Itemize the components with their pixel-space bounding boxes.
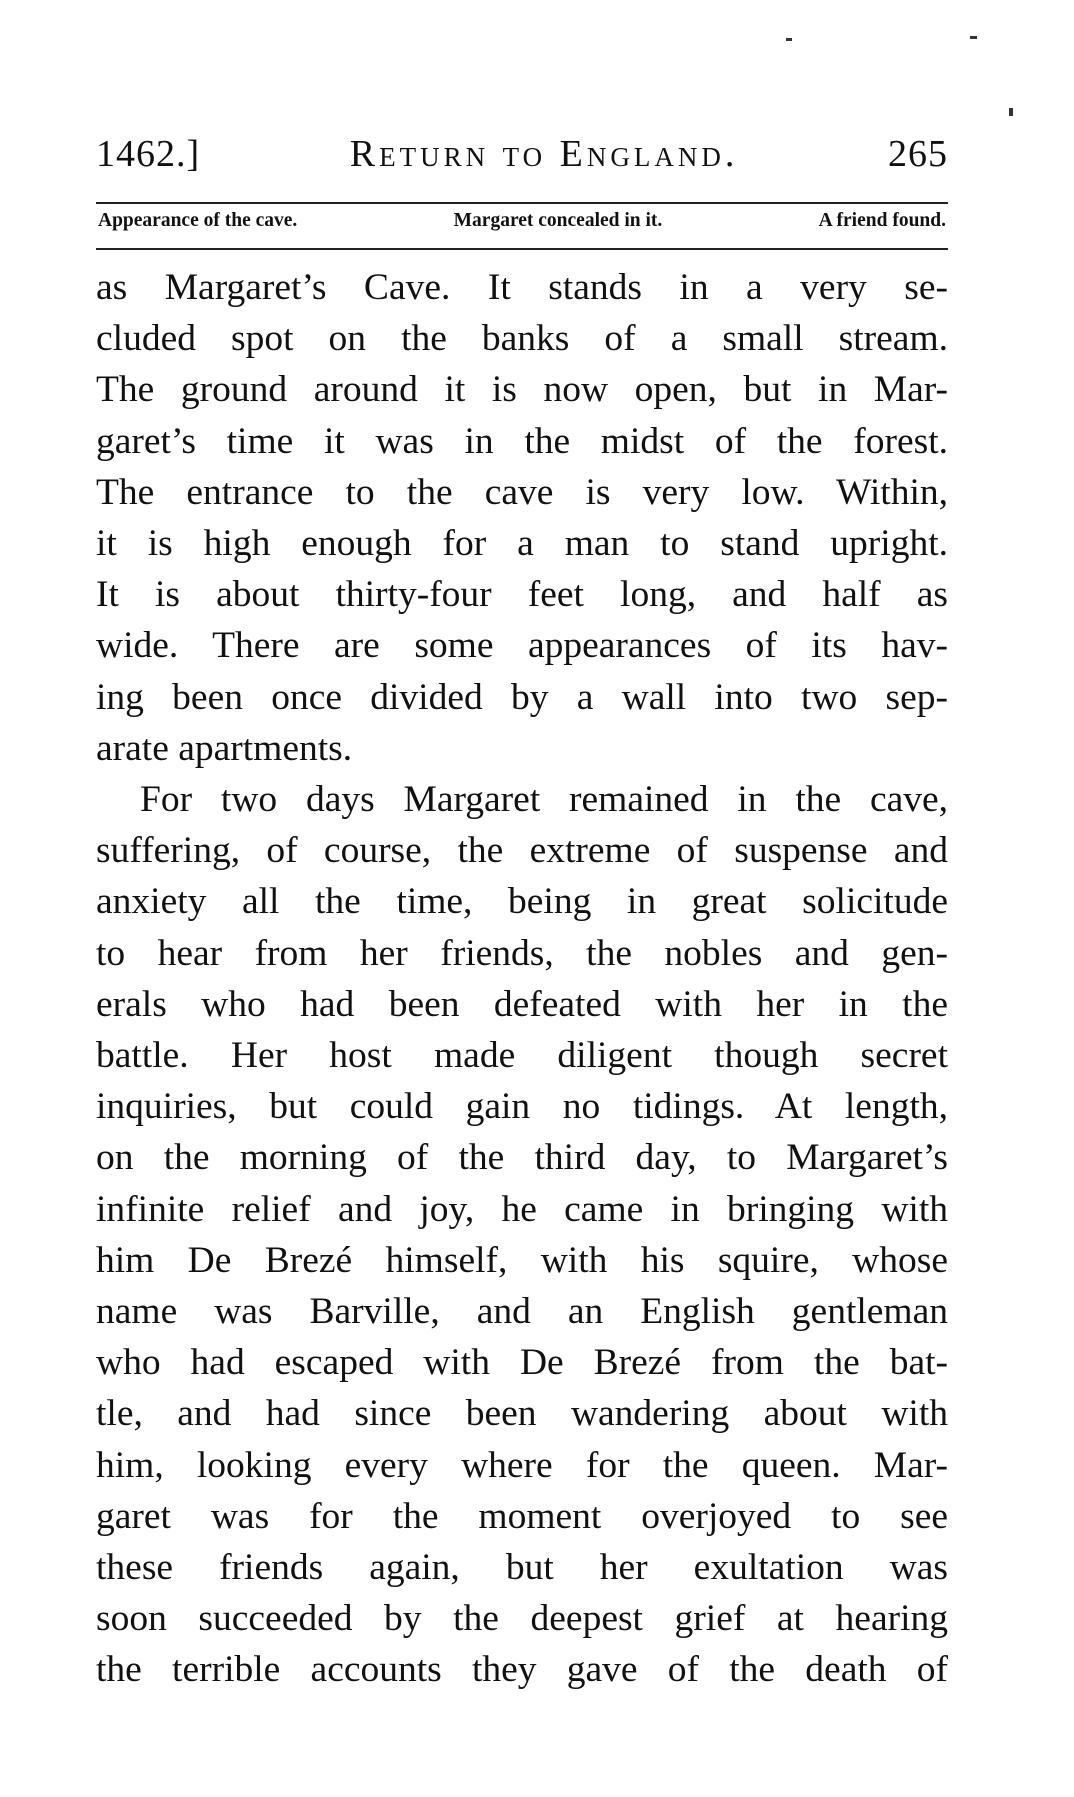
text-line: For two days Margaret remained in the cave, — [140, 779, 948, 821]
text-line: it is high enough for a man to stand upright. — [96, 523, 948, 565]
text-line: The ground around it is now open, but in Mar- — [96, 369, 948, 411]
body-text — [96, 262, 948, 1696]
text-line: The entrance to the cave is very low. Within, — [96, 471, 948, 513]
text-line: erals who had been defeated with her in the — [96, 983, 948, 1025]
text-line: garet’s time it was in the midst of the forest. — [96, 420, 948, 462]
print-speck — [970, 36, 977, 39]
text-line: name was Barville, and an English gentleman — [96, 1291, 948, 1333]
print-speck — [1009, 108, 1013, 116]
text-line: infinite relief and joy, he came in bringing with — [96, 1188, 948, 1230]
text-line: It is about thirty-four feet long, and half as — [96, 574, 948, 616]
text-line: anxiety all the time, being in great solicitude — [96, 881, 948, 923]
side-note: Appearance of the cave. — [98, 210, 298, 231]
text-line: ing been once divided by a wall into two sep- — [96, 676, 948, 718]
text-line: who had escaped with De Brezé from the bat- — [96, 1342, 948, 1384]
text-line: him De Brezé himself, with his squire, whose — [96, 1239, 948, 1281]
text-line: to hear from her friends, the nobles and gen- — [96, 932, 948, 974]
side-note: A friend found. — [818, 210, 946, 231]
paragraph — [96, 774, 948, 1696]
text-line: these friends again, but her exultation was — [96, 1547, 948, 1589]
header-rule-bottom — [96, 248, 948, 250]
side-note: Margaret concealed in it. — [453, 210, 663, 231]
header-rule-top — [96, 202, 948, 204]
running-head — [96, 132, 948, 182]
text-line: inquiries, but could gain no tidings. At length, — [96, 1086, 948, 1128]
header-chapter-title: Return to England. — [349, 133, 739, 175]
text-line: cluded spot on the banks of a small stream. — [96, 318, 948, 360]
text-line: him, looking every where for the queen. Mar- — [96, 1444, 948, 1486]
text-line: the terrible accounts they gave of the death of — [96, 1649, 948, 1691]
text-line: garet was for the moment overjoyed to see — [96, 1495, 948, 1537]
text-line: suffering, of course, the extreme of suspense and — [96, 830, 948, 872]
text-line: soon succeeded by the deepest grief at hearing — [96, 1598, 948, 1640]
text-line: arate apartments. — [96, 727, 353, 769]
side-notes — [98, 210, 946, 232]
header-year: 1462.] — [96, 133, 201, 175]
text-line: battle. Her host made diligent though secret — [96, 1035, 948, 1077]
text-line: wide. There are some appearances of its hav- — [96, 625, 948, 667]
text-line: tle, and had since been wandering about with — [96, 1393, 948, 1435]
text-line: on the morning of the third day, to Margaret’s — [96, 1137, 948, 1179]
book-page — [96, 0, 948, 1797]
page-number: 265 — [887, 133, 948, 175]
text-line: as Margaret’s Cave. It stands in a very se- — [96, 267, 948, 308]
paragraph — [96, 262, 948, 774]
